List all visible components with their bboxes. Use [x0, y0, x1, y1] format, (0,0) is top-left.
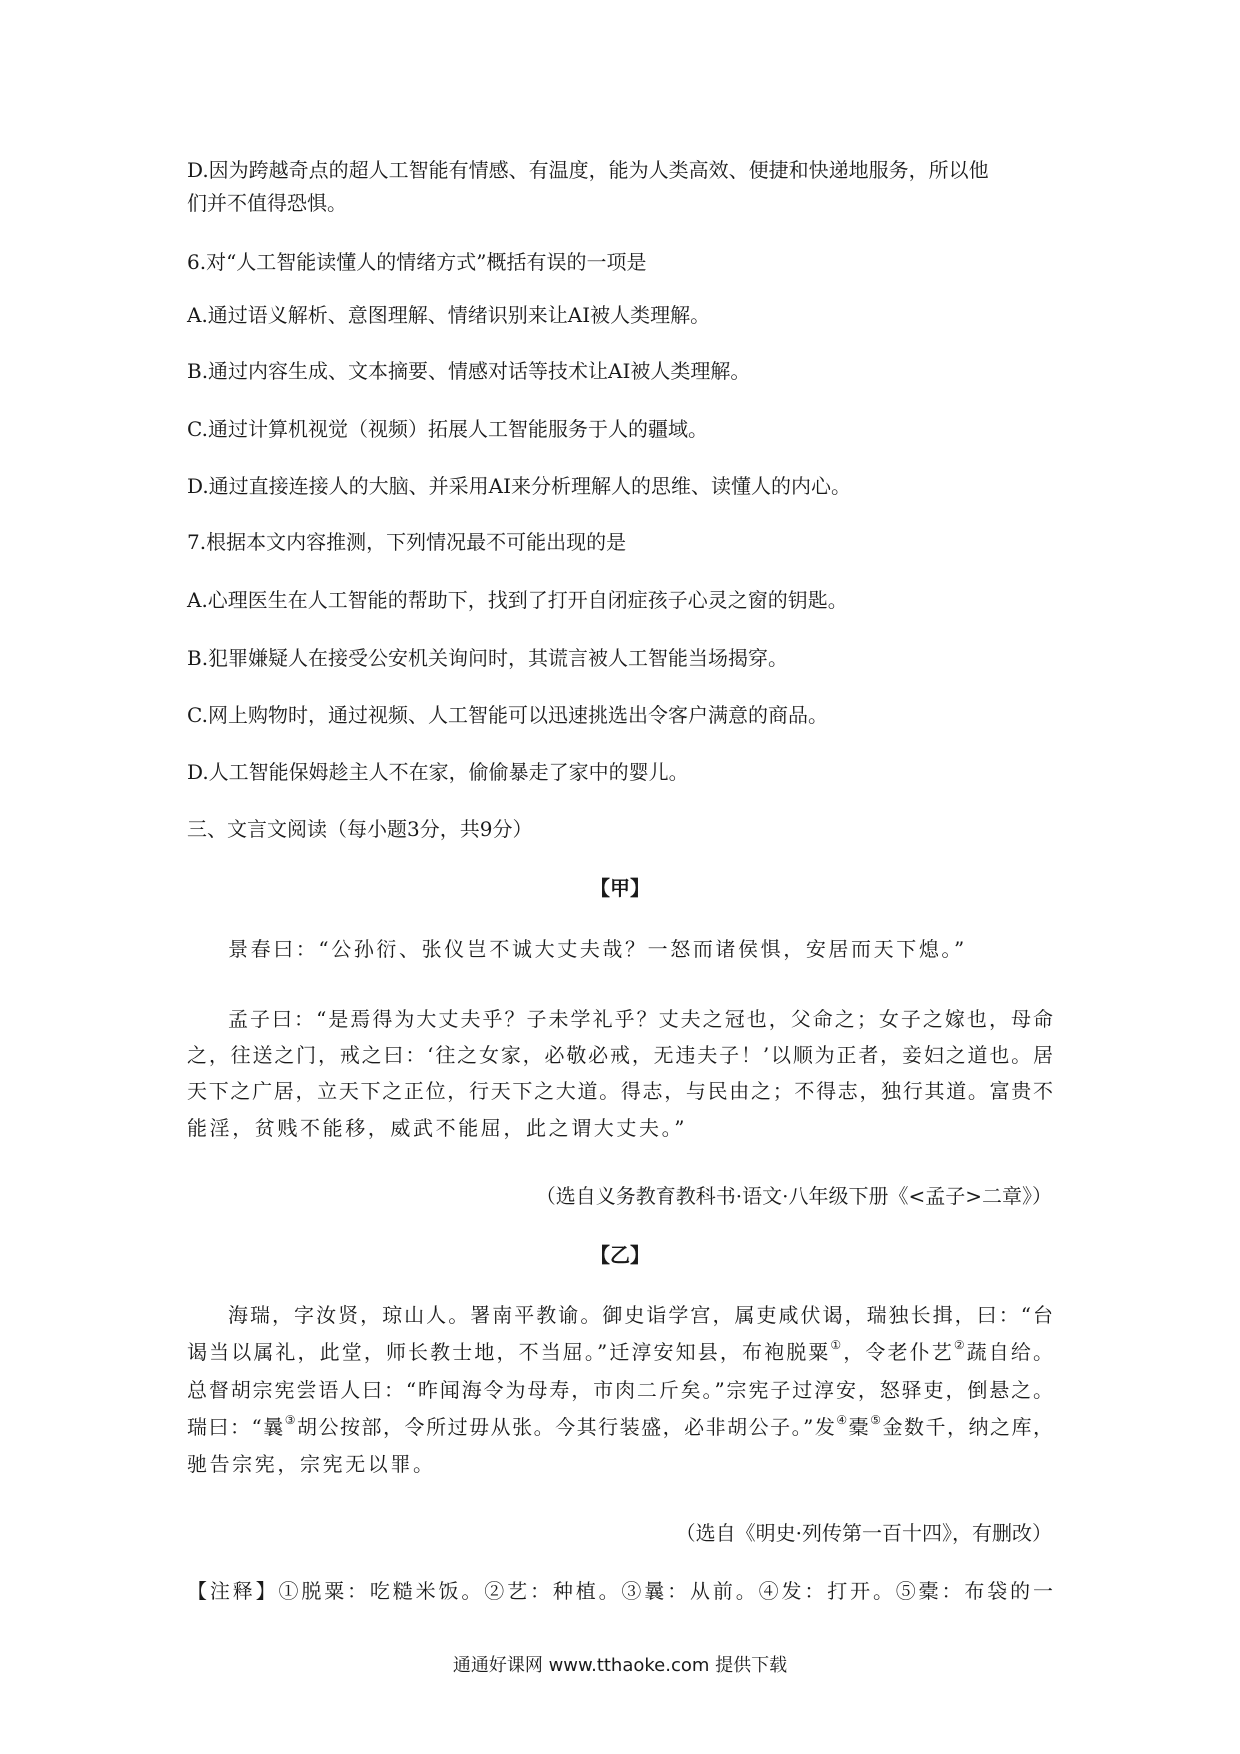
note-mark-1: ①: [830, 1338, 844, 1353]
yi-line5: 驰告宗宪，宗宪无以罪。: [187, 1452, 436, 1476]
yi-line3: 总督胡宗宪尝语人曰：“昨闻海令为母寿，市肉二斤矣。”宗宪子过淳安，怒驿吏，倒悬之。: [187, 1378, 1053, 1402]
passage-yi-label: 【乙】: [590, 1243, 650, 1267]
section-3-heading: 三、文言文阅读（每小题3分，共9分）: [187, 817, 533, 841]
yi-source: （选自《明史·列传第一百十四》，有删改）: [675, 1521, 1052, 1545]
q5-option-d-line1: D.因为跨越奇点的超人工智能有情感、有温度，能为人类高效、便捷和快递地服务，所以他: [187, 158, 989, 182]
note-mark-2: ②: [953, 1338, 967, 1353]
q5-option-d-line2: 们并不值得恐惧。: [187, 191, 347, 215]
annotation-line: 【注释】①脱粟：吃糙米饭。②艺：种植。③曩：从前。④发：打开。⑤橐：布袋的一: [187, 1579, 1053, 1603]
q7-option-b: B.犯罪嫌疑人在接受公安机关询问时，其谎言被人工智能当场揭穿。: [187, 646, 789, 670]
jia-paragraph-1: 景春曰：“公孙衍、张仪岂不诚大丈夫哉？一怒而诸侯惧，安居而天下熄。”: [228, 937, 967, 961]
q6-option-d: D.通过直接连接人的大脑、并采用AI来分析理解人的思维、读懂人的内心。: [187, 474, 852, 498]
q6-stem: 6.对“人工智能读懂人的情绪方式”概括有误的一项是: [187, 250, 647, 274]
q6-option-b: B.通过内容生成、文本摘要、情感对话等技术让AI被人类理解。: [187, 359, 751, 383]
yi-line2: 谒当以属礼，此堂，师长教士地，不当屈。”迁淳安知县，布袍脱粟①，令老仆艺②蔬自给。: [187, 1338, 1054, 1364]
q7-option-c: C.网上购物时，通过视频、人工智能可以迅速挑选出令客户满意的商品。: [187, 703, 828, 727]
q7-stem: 7.根据本文内容推测，下列情况最不可能出现的是: [187, 530, 627, 554]
note-mark-3: ③: [284, 1413, 298, 1428]
jia-paragraph-2-line2: 之，往送之门，戒之曰：‘往之女家，必敬必戒，无违夫子！’以顺为正者，妾妇之道也。居: [187, 1043, 1053, 1067]
q7-option-a: A.心理医生在人工智能的帮助下，找到了打开自闭症孩子心灵之窗的钥匙。: [187, 588, 848, 612]
passage-jia-label: 【甲】: [590, 876, 650, 900]
jia-source: （选自义务教育教科书·语文·八年级下册《<孟子>二章》）: [535, 1184, 1052, 1208]
yi-line1: 海瑞，字汝贤，琼山人。署南平教谕。御史诣学宫，属吏咸伏谒，瑞独长揖，曰：“台: [228, 1303, 1053, 1327]
q6-option-c: C.通过计算机视觉（视频）拓展人工智能服务于人的疆域。: [187, 417, 708, 441]
note-mark-5: ⑤: [870, 1413, 883, 1428]
yi-line4: 瑞曰：“曩③胡公按部，令所过毋从张。今其行装盛，必非胡公子。”发④橐⑤金数千，纳之库，: [187, 1413, 1053, 1439]
q7-option-d: D.人工智能保姆趁主人不在家，偷偷暴走了家中的婴儿。: [187, 760, 689, 784]
jia-paragraph-2-line1: 孟子曰：“是焉得为大丈夫乎？子未学礼乎？丈夫之冠也，父命之；女子之嫁也，母命: [228, 1007, 1053, 1031]
jia-paragraph-2-line3: 天下之广居，立天下之正位，行天下之大道。得志，与民由之；不得志，独行其道。富贵不: [187, 1079, 1053, 1103]
page-footer: 通通好课网 www.tthaoke.com 提供下载: [452, 1655, 788, 1676]
note-mark-4: ④: [836, 1413, 849, 1428]
jia-paragraph-2-line4: 能淫，贫贱不能移，威武不能屈，此之谓大丈夫。”: [187, 1116, 688, 1140]
q6-option-a: A.通过语义解析、意图理解、情绪识别来让AI被人类理解。: [187, 303, 711, 327]
